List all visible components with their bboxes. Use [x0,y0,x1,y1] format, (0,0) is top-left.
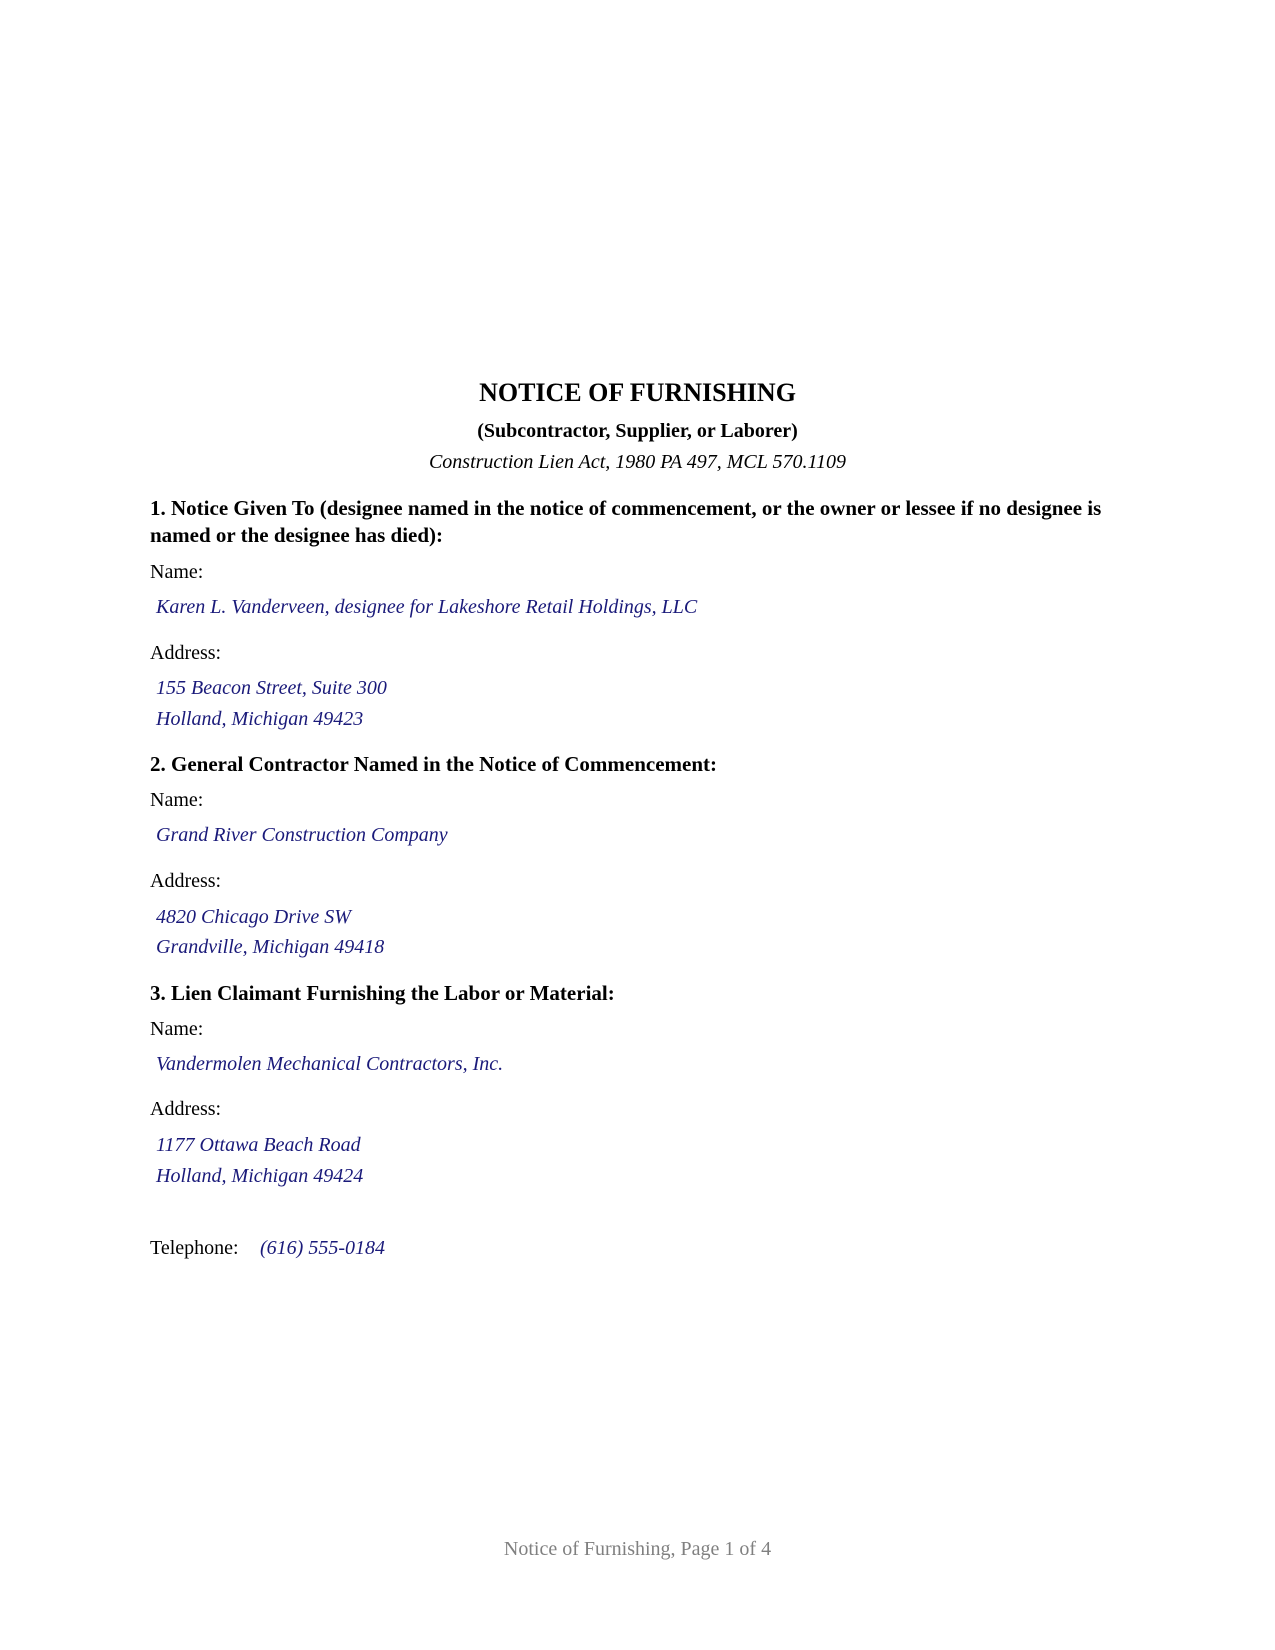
section-2-heading: 2. General Contractor Named in the Notice of Commencement: [150,752,718,776]
section-2-address-line-2: Grandville, Michigan 49418 [156,936,385,958]
document-subtitle: (Subcontractor, Supplier, or Laborer) [477,420,798,442]
section-1-address-line-1: 155 Beacon Street, Suite 300 [156,677,387,699]
section-1-name-value: Karen L. Vanderveen, designee for Lakeshore Retail Holdings, LLC [156,596,698,618]
section-3-address-label: Address: [150,1098,222,1120]
section-1-address-line-2: Holland, Michigan 49423 [156,708,364,730]
section-3-address-line-1: 1177 Ottawa Beach Road [156,1134,361,1156]
section-3-name-value: Vandermolen Mechanical Contractors, Inc. [156,1053,504,1075]
section-3-name-label: Name: [150,1018,204,1040]
section-3-heading: 3. Lien Claimant Furnishing the Labor or Material: [150,981,615,1005]
document-title: NOTICE OF FURNISHING [479,378,796,407]
section-3-address-line-2: Holland, Michigan 49424 [156,1165,364,1187]
statute-citation: Construction Lien Act, 1980 PA 497, MCL 570.1109 [428,451,847,473]
section-1-heading: 1. Notice Given To (designee named in the notice of commencement, or the owner or lessee if no designee is named or the designee has died): [150,496,1102,547]
section-1-name-label: Name: [150,561,204,583]
page-footer: Notice of Furnishing, Page 1 of 4 [503,1538,772,1560]
section-2-name-label: Name: [150,789,204,811]
section-2-name-value: Grand River Construction Company [156,824,448,846]
section-2-address-line-1: 4820 Chicago Drive SW [156,906,351,928]
section-2-address-label: Address: [150,870,222,892]
telephone-value: (616) 555-0184 [260,1237,385,1259]
telephone-label: Telephone: [150,1237,239,1259]
section-1-address-label: Address: [150,642,222,664]
